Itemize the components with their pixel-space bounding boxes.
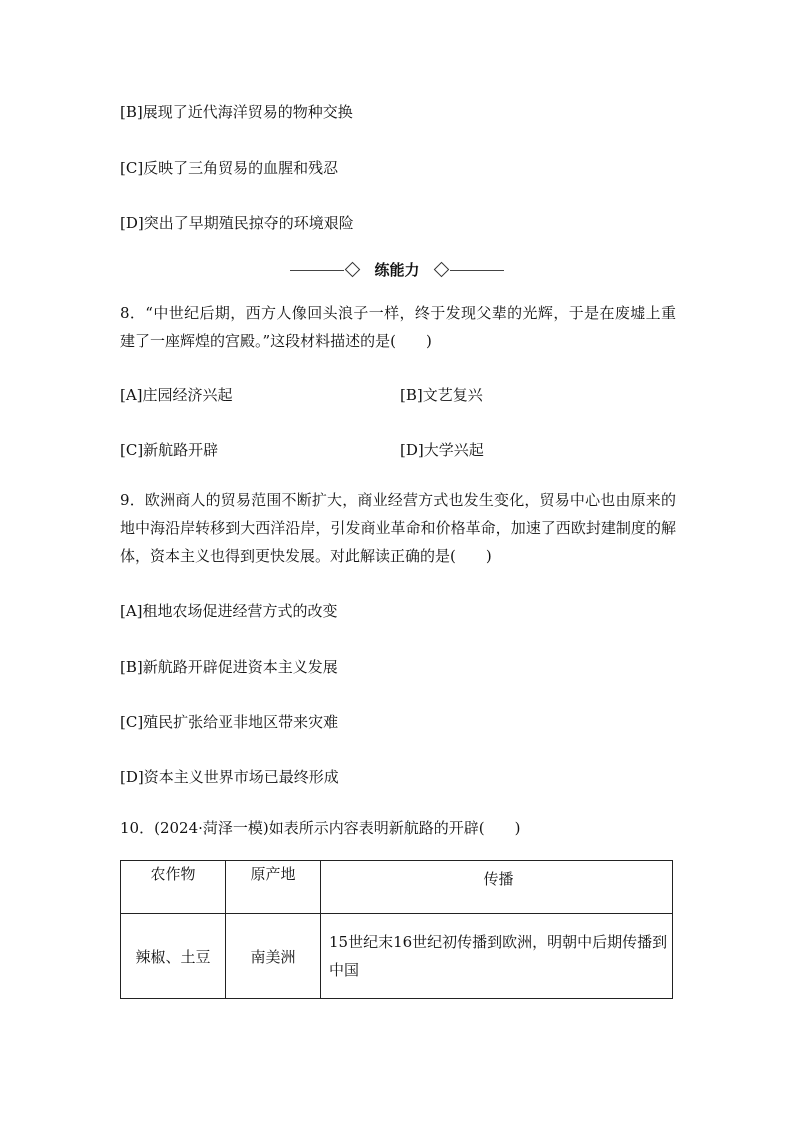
table-cell-crop: 辣椒、土豆 — [121, 914, 226, 999]
q7-option-b: [B]展现了近代海洋贸易的物种交换 — [120, 103, 353, 121]
q9-option-d: [D]资本主义世界市场已最终形成 — [120, 768, 339, 786]
section-header — [290, 260, 504, 280]
table-cell-spread: 15世纪末16世纪初传播到欧洲，明朝中后期传播到中国 — [321, 914, 673, 999]
q8-option-b: [B]文艺复兴 — [400, 386, 483, 404]
table-header-origin: 原产地 — [226, 861, 321, 914]
section-title: 练能力 — [374, 261, 420, 279]
table-row — [121, 914, 673, 999]
q9-option-b: [B]新航路开辟促进资本主义发展 — [120, 658, 338, 676]
table-header-row — [121, 861, 673, 914]
q8-stem: 8．“中世纪后期，西方人像回头浪子一样，终于发现父辈的光辉，于是在废墟上重建了一座辉煌的宫殿。”这段材料描述的是( ) — [120, 304, 676, 350]
table-header-spread: 传播 — [321, 861, 673, 914]
q9-option-a: [A]租地农场促进经营方式的改变 — [120, 602, 338, 620]
table-header-crop: 农作物 — [121, 861, 226, 914]
q9-stem: 9．欧洲商人的贸易范围不断扩大，商业经营方式也发生变化，贸易中心也由原来的地中海沿岸转移到大西洋沿岸，引发商业革命和价格革命，加速了西欧封建制度的解体，资本主义也得到更快发展。对此解读正确的是( ) — [120, 491, 676, 565]
q10-stem: 10．(2024·菏泽一模)如表所示内容表明新航路的开辟( ) — [120, 819, 521, 837]
q9-option-c: [C]殖民扩张给亚非地区带来灾难 — [120, 713, 339, 731]
q7-option-c: [C]反映了三角贸易的血腥和残忍 — [120, 159, 339, 177]
q8-option-a: [A]庄园经济兴起 — [120, 386, 233, 404]
q7-option-d: [D]突出了早期殖民掠夺的环境艰险 — [120, 214, 354, 232]
divider-right — [450, 270, 504, 271]
q8-option-d: [D]大学兴起 — [400, 441, 484, 459]
q8-option-c: [C]新航路开辟 — [120, 441, 219, 459]
table-cell-origin: 南美洲 — [226, 914, 321, 999]
crop-table — [120, 860, 673, 999]
